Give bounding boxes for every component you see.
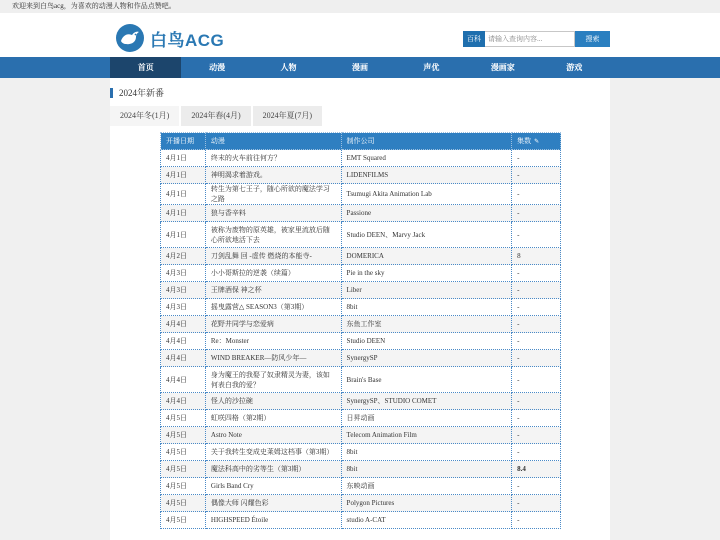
nav-item-mangaka[interactable]: 漫画家 [490,63,515,72]
cell-episodes: 8 [512,248,561,265]
cell-episodes: - [512,299,561,316]
nav-item-voice-actors[interactable]: 声优 [423,63,440,72]
cell-episodes: - [512,393,561,410]
cell-episodes: - [512,350,561,367]
cell-anime[interactable]: 身为魔王的我娶了奴隶精灵为妻，该如何表白我的爱？ [205,367,341,393]
table-row [161,248,561,265]
cell-episodes: - [512,495,561,512]
cell-episodes: - [512,150,561,167]
cell-anime[interactable]: 刀剑乱舞 回 -虚传 燃烧的本能寺- [205,248,341,265]
main-content [110,78,610,540]
cell-episodes: - [512,205,561,222]
cell-date: 4月1日 [161,150,206,167]
cell-studio: 8bit [341,461,512,478]
tab-spring[interactable]: 2024年春(4月) [181,106,250,126]
table-row [161,265,561,282]
cell-episodes: - [512,478,561,495]
search-button[interactable]: 搜索 [575,31,610,47]
cell-date: 4月1日 [161,167,206,184]
nav-item-home[interactable]: 首页 [110,57,181,78]
cell-anime[interactable]: 终末的火车前往何方？ [205,150,341,167]
cell-studio: 东鱼工作室 [341,316,512,333]
table-row [161,205,561,222]
table-row [161,167,561,184]
header-studio[interactable]: 制作公司 [341,133,512,150]
table-row [161,478,561,495]
header-date[interactable]: 开播日期 [161,133,206,150]
cell-studio: Tsumugi Akita Animation Lab [341,184,512,205]
cell-date: 4月4日 [161,350,206,367]
header-episodes-label: 集数 [517,137,532,145]
nav-item-anime[interactable]: 动漫 [209,63,226,72]
main-nav [0,57,720,78]
cell-anime[interactable]: 偶像大师 闪耀色彩 [205,495,341,512]
cell-studio: SynergySP [341,350,512,367]
cell-date: 4月4日 [161,367,206,393]
table-row [161,495,561,512]
cell-episodes: - [512,167,561,184]
logo-text: 白鸟ACG [150,30,225,50]
nav-item-games[interactable]: 游戏 [566,63,583,72]
table-row [161,299,561,316]
cell-anime[interactable]: Girls Band Cry [205,478,341,495]
table-row [161,427,561,444]
search-bar [463,31,610,47]
bird-icon [116,24,144,52]
cell-episodes: - [512,512,561,529]
cell-episodes: - [512,265,561,282]
cell-studio: LIDENFILMS [341,167,512,184]
cell-anime[interactable]: 虹咲四格（第2期） [205,410,341,427]
cell-anime[interactable]: HIGHSPEED Étoile [205,512,341,529]
table-row [161,184,561,205]
nav-item-characters[interactable]: 人物 [280,63,297,72]
cell-anime[interactable]: 怪人的沙拉碗 [205,393,341,410]
tab-winter[interactable]: 2024年冬(1月) [110,106,179,126]
cell-date: 4月3日 [161,299,206,316]
cell-anime[interactable]: 王牌酒保 神之杯 [205,282,341,299]
anime-schedule-table [160,132,561,529]
cell-anime[interactable]: 被称为废物的原英雄，被家里流放后随心所欲地活下去 [205,222,341,248]
cell-anime[interactable]: 转生为第七王子，随心所欲的魔法学习之路 [205,184,341,205]
cell-anime[interactable]: 花野井同学与恋爱病 [205,316,341,333]
cell-studio: Telecom Animation Film [341,427,512,444]
season-tabs [110,106,324,126]
table-row [161,512,561,529]
sort-icon[interactable]: ✎ [534,139,540,145]
cell-date: 4月5日 [161,427,206,444]
nav-item-manga[interactable]: 漫画 [351,63,368,72]
cell-episodes: - [512,222,561,248]
cell-studio: Passione [341,205,512,222]
header [0,13,720,57]
table-header-row [161,133,561,150]
cell-studio: Pie in the sky [341,265,512,282]
cell-studio: Liber [341,282,512,299]
table-row [161,393,561,410]
cell-anime[interactable]: 摇曳露营△ SEASON3（第3期） [205,299,341,316]
table-row [161,461,561,478]
cell-date: 4月4日 [161,393,206,410]
cell-studio: Brain's Base [341,367,512,393]
cell-anime[interactable]: Re：Monster [205,333,341,350]
cell-episodes: - [512,444,561,461]
cell-episodes: 8.4 [512,461,561,478]
cell-studio: DOMERICA [341,248,512,265]
cell-date: 4月5日 [161,495,206,512]
cell-anime[interactable]: 魔法科高中的劣等生（第3期） [205,461,341,478]
cell-date: 4月4日 [161,333,206,350]
cell-studio: Studio DEEN [341,333,512,350]
cell-anime[interactable]: WIND BREAKER—防风少年— [205,350,341,367]
table-row [161,350,561,367]
cell-date: 4月3日 [161,265,206,282]
section-title: 2024年新番 [110,88,164,98]
table-row [161,222,561,248]
cell-date: 4月1日 [161,184,206,205]
welcome-text: 欢迎来到白鸟acg，为喜欢的动漫人物和作品点赞吧。 [12,2,176,10]
cell-episodes: - [512,184,561,205]
cell-studio: studio A-CAT [341,512,512,529]
search-category[interactable]: 百科 [463,31,485,47]
welcome-bar [0,0,720,13]
cell-anime[interactable]: 小小哥斯拉的逆袭（续篇） [205,265,341,282]
cell-anime[interactable]: Astro Note [205,427,341,444]
cell-date: 4月5日 [161,478,206,495]
cell-anime[interactable]: 关于我转生变成史莱姆这档事（第3期） [205,444,341,461]
cell-studio: SynergySP、STUDIO COMET [341,393,512,410]
table-row [161,316,561,333]
cell-episodes: - [512,316,561,333]
header-episodes[interactable] [512,133,561,150]
cell-studio: EMT Squared [341,150,512,167]
search-input[interactable] [485,31,575,47]
cell-studio: 8bit [341,299,512,316]
cell-studio: 8bit [341,444,512,461]
cell-episodes: - [512,427,561,444]
table-row [161,150,561,167]
header-anime[interactable]: 动漫 [205,133,341,150]
cell-episodes: - [512,333,561,350]
cell-studio: Polygon Pictures [341,495,512,512]
cell-anime[interactable]: 神明渴求着游戏。 [205,167,341,184]
cell-date: 4月3日 [161,282,206,299]
cell-studio: Studio DEEN、Marvy Jack [341,222,512,248]
site-logo[interactable] [116,24,224,52]
cell-date: 4月5日 [161,410,206,427]
cell-episodes: - [512,410,561,427]
table-row [161,282,561,299]
cell-episodes: - [512,282,561,299]
cell-date: 4月5日 [161,461,206,478]
cell-episodes: - [512,367,561,393]
table-row [161,444,561,461]
table-row [161,333,561,350]
cell-date: 4月2日 [161,248,206,265]
cell-date: 4月5日 [161,444,206,461]
cell-date: 4月1日 [161,205,206,222]
cell-date: 4月4日 [161,316,206,333]
cell-date: 4月5日 [161,512,206,529]
cell-studio: 东映动画 [341,478,512,495]
table-row [161,367,561,393]
table-row [161,410,561,427]
tab-summer[interactable]: 2024年夏(7月) [253,106,322,126]
cell-date: 4月1日 [161,222,206,248]
cell-studio: 日昇动画 [341,410,512,427]
cell-anime[interactable]: 狼与香辛料 [205,205,341,222]
